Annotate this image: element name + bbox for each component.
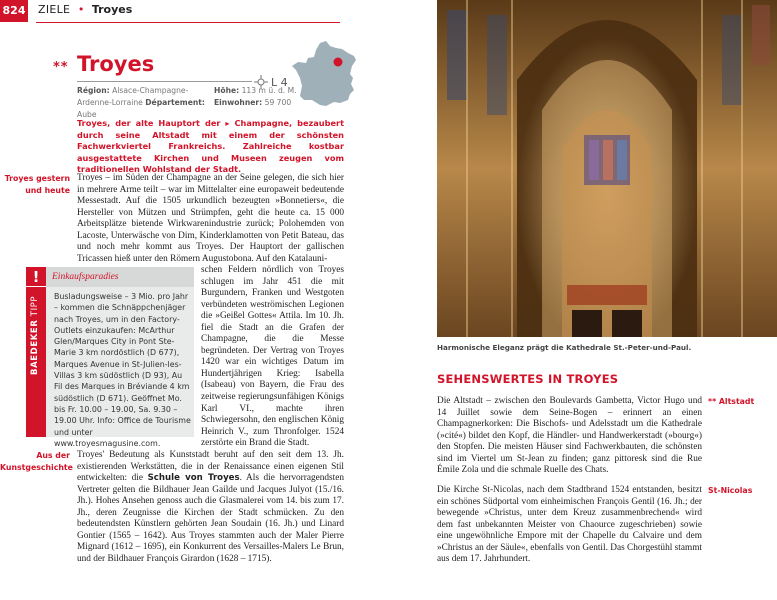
margin-note-art-history: Aus der Kunstgeschichte <box>0 451 73 472</box>
tip-text: Busladungsweise – 3 Mio. pro Jahr – kommen die Schnäppchenjäger nach Troyes, um in den Factory-Outlets einzukaufen: McArthur Glen/Marques City in Pont Ste-Marie 3 km nordöstlich (D 677), Marques Avenue in St-Julien-les-Villas 3 km südöstlich (D 93), Au Fil des Marques in Bréviande 4 km südöstlich (D 671). Geöffnet Mo. bis Fr. 10.00 – 19.00, Sa. 9.30 – 19.00 Uhr. Info: Office de Tourisme und unter www.troyesmagusine.com. <box>54 292 191 448</box>
photo-caption: Harmonische Eleganz prägt die Kathedrale St.-Peter-und-Paul. <box>437 343 692 352</box>
running-head <box>38 3 132 16</box>
sights-heading: SEHENSWERTES IN TROYES <box>437 372 619 386</box>
region-value: Alsace-Champagne-Ardenne-Lorraine <box>77 86 189 107</box>
location-marker-icon <box>334 58 343 67</box>
region-label: Région: <box>77 86 110 95</box>
header-rule <box>36 22 340 23</box>
france-locator-map <box>290 40 362 110</box>
hoehe-label: Höhe: <box>214 86 240 95</box>
bullet-icon: • <box>77 3 85 16</box>
fact-box <box>77 85 297 121</box>
tip-sidebar <box>26 267 46 437</box>
grid-ref-value: L 4 <box>271 75 288 89</box>
page-number: 824 <box>0 0 28 22</box>
departement-label: Département: <box>145 98 205 107</box>
tip-heading: Einkaufsparadies <box>46 267 194 287</box>
tip-vertical-label: BAEDEKER TIPP <box>30 295 40 375</box>
cathedral-interior-image <box>437 0 777 337</box>
rating-stars: ** <box>53 60 69 75</box>
france-outline <box>292 41 356 106</box>
page-title: Troyes <box>77 52 155 76</box>
history-paragraph-top: Troyes – im Süden der Champagne an der Seine gelegen, die sich hier in mehrere Arme teilt – war im Mittelalter eine europaweit bedeutende Messestadt. Auf die 1505 urkundlich bezeugten »Bonnetiers«, die Hersteller von Mützen und Strümpfen, geht die heute ca. 15 000 Arbeitsplätze bietende Wirkwarenindustrie zurück; Polohemden von Lacoste, Unterwäsche von Dim, Kinderklamotten von Petit Bateau, das und noch mehr kommt aus Troyes. Der Hauptort der gallischen Tricassen hieß unter den Römern Augustobona. Auf den Katalauni- <box>77 173 344 264</box>
baedeker-tip-box <box>26 267 194 448</box>
sight-altstadt-text: Die Altstadt – zwischen den Boulevards Gambetta, Victor Hugo und 14 Juillet sowie dem Seine-Bogen – erinnert an einen Champagnerkorken: Die Bischofs- und Adelsstadt um die Kathedrale (»cité«) bildet den Kopf, die Händler- und Handwerkerstadt (»bourg«) den Stopfen. Die meisten Häuser sind Fachwerkbauten, die schönsten sind im Viertel um St-Jean zu finden; ganz pittoresk sind die Rue Émile Zola und die schmale Ruelle des Chats. <box>437 396 702 476</box>
departement-value: Aube <box>77 110 97 119</box>
sight-label-altstadt: ** Altstadt <box>708 397 755 406</box>
margin-note-history: Troyes gestern und heute <box>4 174 70 195</box>
title-rule <box>77 81 252 82</box>
running-head-city: Troyes <box>91 3 133 16</box>
art-history-paragraph: Troyes' Bedeutung als Kunststadt beruht auf den seit dem 13. Jh. existierenden Werkstätten, die in der Renaissance einen eigenen Stil entwickelten: die Schule von Troyes. Als die hervorragendsten Vertreter gelten die Bildhauer Jean Gailde und Jacques Julyot (15./16. Jh.). Hohes Ansehen genoss auch die Glasmalerei vom 14. bis zum 17. Jh., deren Zeugnisse die Kirchen der Stadt schmücken. Zu den bedeutendsten Künstlern gehörten Jean Soudain (16. Jh.) und Linard Gontier (1565 – 1642). Aus Troyes stammten auch der Maler Pierre Mignard (1612 – 1695), ein Konkurrent des Versailles-Malers Le Brun, und der Bildhauer François Girardon (1628 – 1715). <box>77 450 345 564</box>
cathedral-photo <box>437 0 777 337</box>
hoehe-value: 113 m ü. d. M. <box>241 86 297 95</box>
running-head-section: ZIELE <box>38 3 71 16</box>
schule-von-troyes-term: Schule von Troyes <box>147 473 240 484</box>
einwohner-label: Einwohner: <box>214 98 263 107</box>
sight-st-nicolas-text: Die Kirche St-Nicolas, nach dem Stadtbrand 1524 entstanden, besitzt ein schönes Südportal vom einheimischen François Gentil (16. Jh.; der bewegende »Christus, unter dem Kreuz zusammenbrechend« wird dem fast unbekannten Meister von Chaource zugeschrieben) sowie eine ungewöhnliche Empore mit der Chapelle du Calvaire und dem »Christus an der Säule«, ebenfalls von Gentil. Das Chorgestühl stammt aus dem 17. Jahrhundert. <box>437 485 703 565</box>
lead-paragraph: Troyes, der alte Hauptort der ▸ Champagne, bezaubert durch seine Altstadt mit einem der schönsten Fachwerkviertel Frankreichs. Zahlreiche kostbar ausgestattete Kirchen und Museen zeugen vom traditionellen Wohlstand der Stadt. <box>77 118 344 174</box>
exclamation-icon: ! <box>26 267 46 287</box>
history-paragraph-side: schen Feldern nördlich von Troyes schlugen im Jahr 451 die mit Burgundern, Franken und Westgoten verbündeten weströmischen Legionen die »Geißel Gottes« Attila. Im 10. Jh. fiel die Stadt an die Grafen der Champagne, die die Messe begründeten. Der Vertrag von Troyes 1420 war ein wichtiges Datum im Hundertjährigen Krieg: Isabella (Isabeau) von Bayern, die Frau des zeitweise regierungsunfähigen Königs Karl VI., machte ihren Schwiegersohn, den englischen König Heinrich V., zum Thronfolger. 1524 zerstörte ein Brand die Stadt. <box>201 265 344 449</box>
sight-label-st-nicolas: St-Nicolas <box>708 486 753 495</box>
einwohner-value: 59 700 <box>264 98 292 107</box>
